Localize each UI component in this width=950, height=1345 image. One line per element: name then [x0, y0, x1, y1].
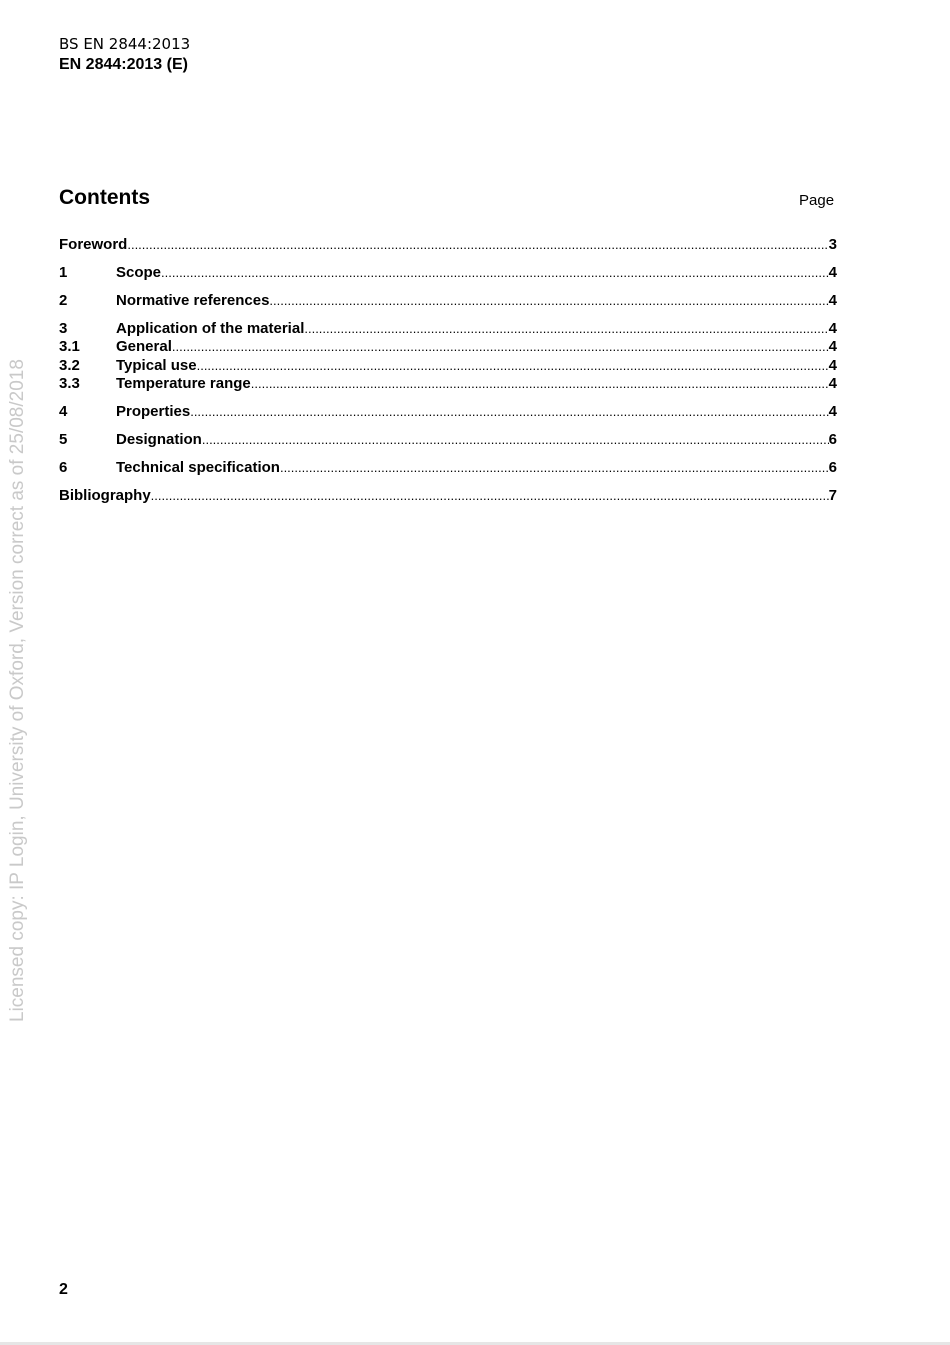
toc-entry-general[interactable] — [59, 338, 837, 356]
toc-entry-properties[interactable] — [59, 403, 837, 421]
toc-entry-title: Application of the material — [116, 320, 305, 337]
toc-entry-page: 4 — [828, 375, 837, 392]
toc-leader-dots — [197, 357, 829, 375]
toc-entry-number: 2 — [59, 292, 68, 309]
toc-entry-title: General — [116, 338, 172, 355]
document-id: BS EN 2844:2013 — [59, 35, 191, 53]
toc-entry-number: 1 — [59, 264, 68, 281]
toc-entry-page: 6 — [828, 459, 837, 476]
toc-entry-application[interactable] — [59, 320, 837, 338]
toc-entry-page: 4 — [828, 264, 837, 281]
page-number: 2 — [59, 1281, 68, 1298]
page-column-label: Page — [799, 192, 835, 209]
toc-entry-number: 3.1 — [59, 338, 80, 355]
toc-leader-dots — [251, 375, 829, 393]
toc-leader-dots — [127, 236, 828, 254]
toc-entry-title: Foreword — [59, 236, 128, 253]
toc-entry-temperature-range[interactable] — [59, 375, 837, 393]
toc-entry-number: 5 — [59, 431, 68, 448]
toc-entry-number: 3.2 — [59, 357, 80, 374]
toc-entry-page: 3 — [828, 236, 837, 253]
toc-entry-foreword[interactable] — [59, 236, 837, 254]
toc-entry-title: Technical specification — [116, 459, 280, 476]
toc-entry-technical-specification[interactable] — [59, 459, 837, 477]
toc-leader-dots — [161, 264, 829, 282]
toc-entry-page: 4 — [828, 338, 837, 355]
toc-entry-designation[interactable] — [59, 431, 837, 449]
toc-entry-title: Temperature range — [116, 375, 251, 392]
license-watermark: Licensed copy: IP Login, University of Oxford, Version correct as of 25/08/2018 — [7, 359, 28, 1022]
standard-id: EN 2844:2013 (E) — [59, 56, 188, 73]
toc-entry-title: Bibliography — [59, 487, 151, 504]
toc-entry-page: 7 — [828, 487, 837, 504]
toc-entry-number: 4 — [59, 403, 68, 420]
toc-entry-page: 4 — [828, 403, 837, 420]
toc-leader-dots — [269, 292, 828, 310]
toc-entry-title: Normative references — [116, 292, 270, 309]
toc-entry-title: Properties — [116, 403, 191, 420]
toc-entry-page: 4 — [828, 357, 837, 374]
toc-leader-dots — [172, 338, 829, 356]
contents-title: Contents — [59, 186, 150, 209]
toc-entry-page: 4 — [828, 292, 837, 309]
toc-entry-title: Scope — [116, 264, 162, 281]
toc-leader-dots — [280, 459, 829, 477]
toc-entry-number: 6 — [59, 459, 68, 476]
toc-entry-number: 3 — [59, 320, 68, 337]
toc-entry-page: 4 — [828, 320, 837, 337]
toc-leader-dots — [190, 403, 828, 421]
toc-leader-dots — [151, 487, 829, 505]
toc-leader-dots — [304, 320, 828, 338]
toc-leader-dots — [202, 431, 829, 449]
toc-entry-number: 3.3 — [59, 375, 80, 392]
toc-entry-normative-references[interactable] — [59, 292, 837, 310]
toc-entry-bibliography[interactable] — [59, 487, 837, 505]
toc-entry-title: Typical use — [116, 357, 197, 374]
toc-entry-title: Designation — [116, 431, 202, 448]
toc-entry-page: 6 — [828, 431, 837, 448]
toc-entry-scope[interactable] — [59, 264, 837, 282]
toc-entry-typical-use[interactable] — [59, 357, 837, 375]
